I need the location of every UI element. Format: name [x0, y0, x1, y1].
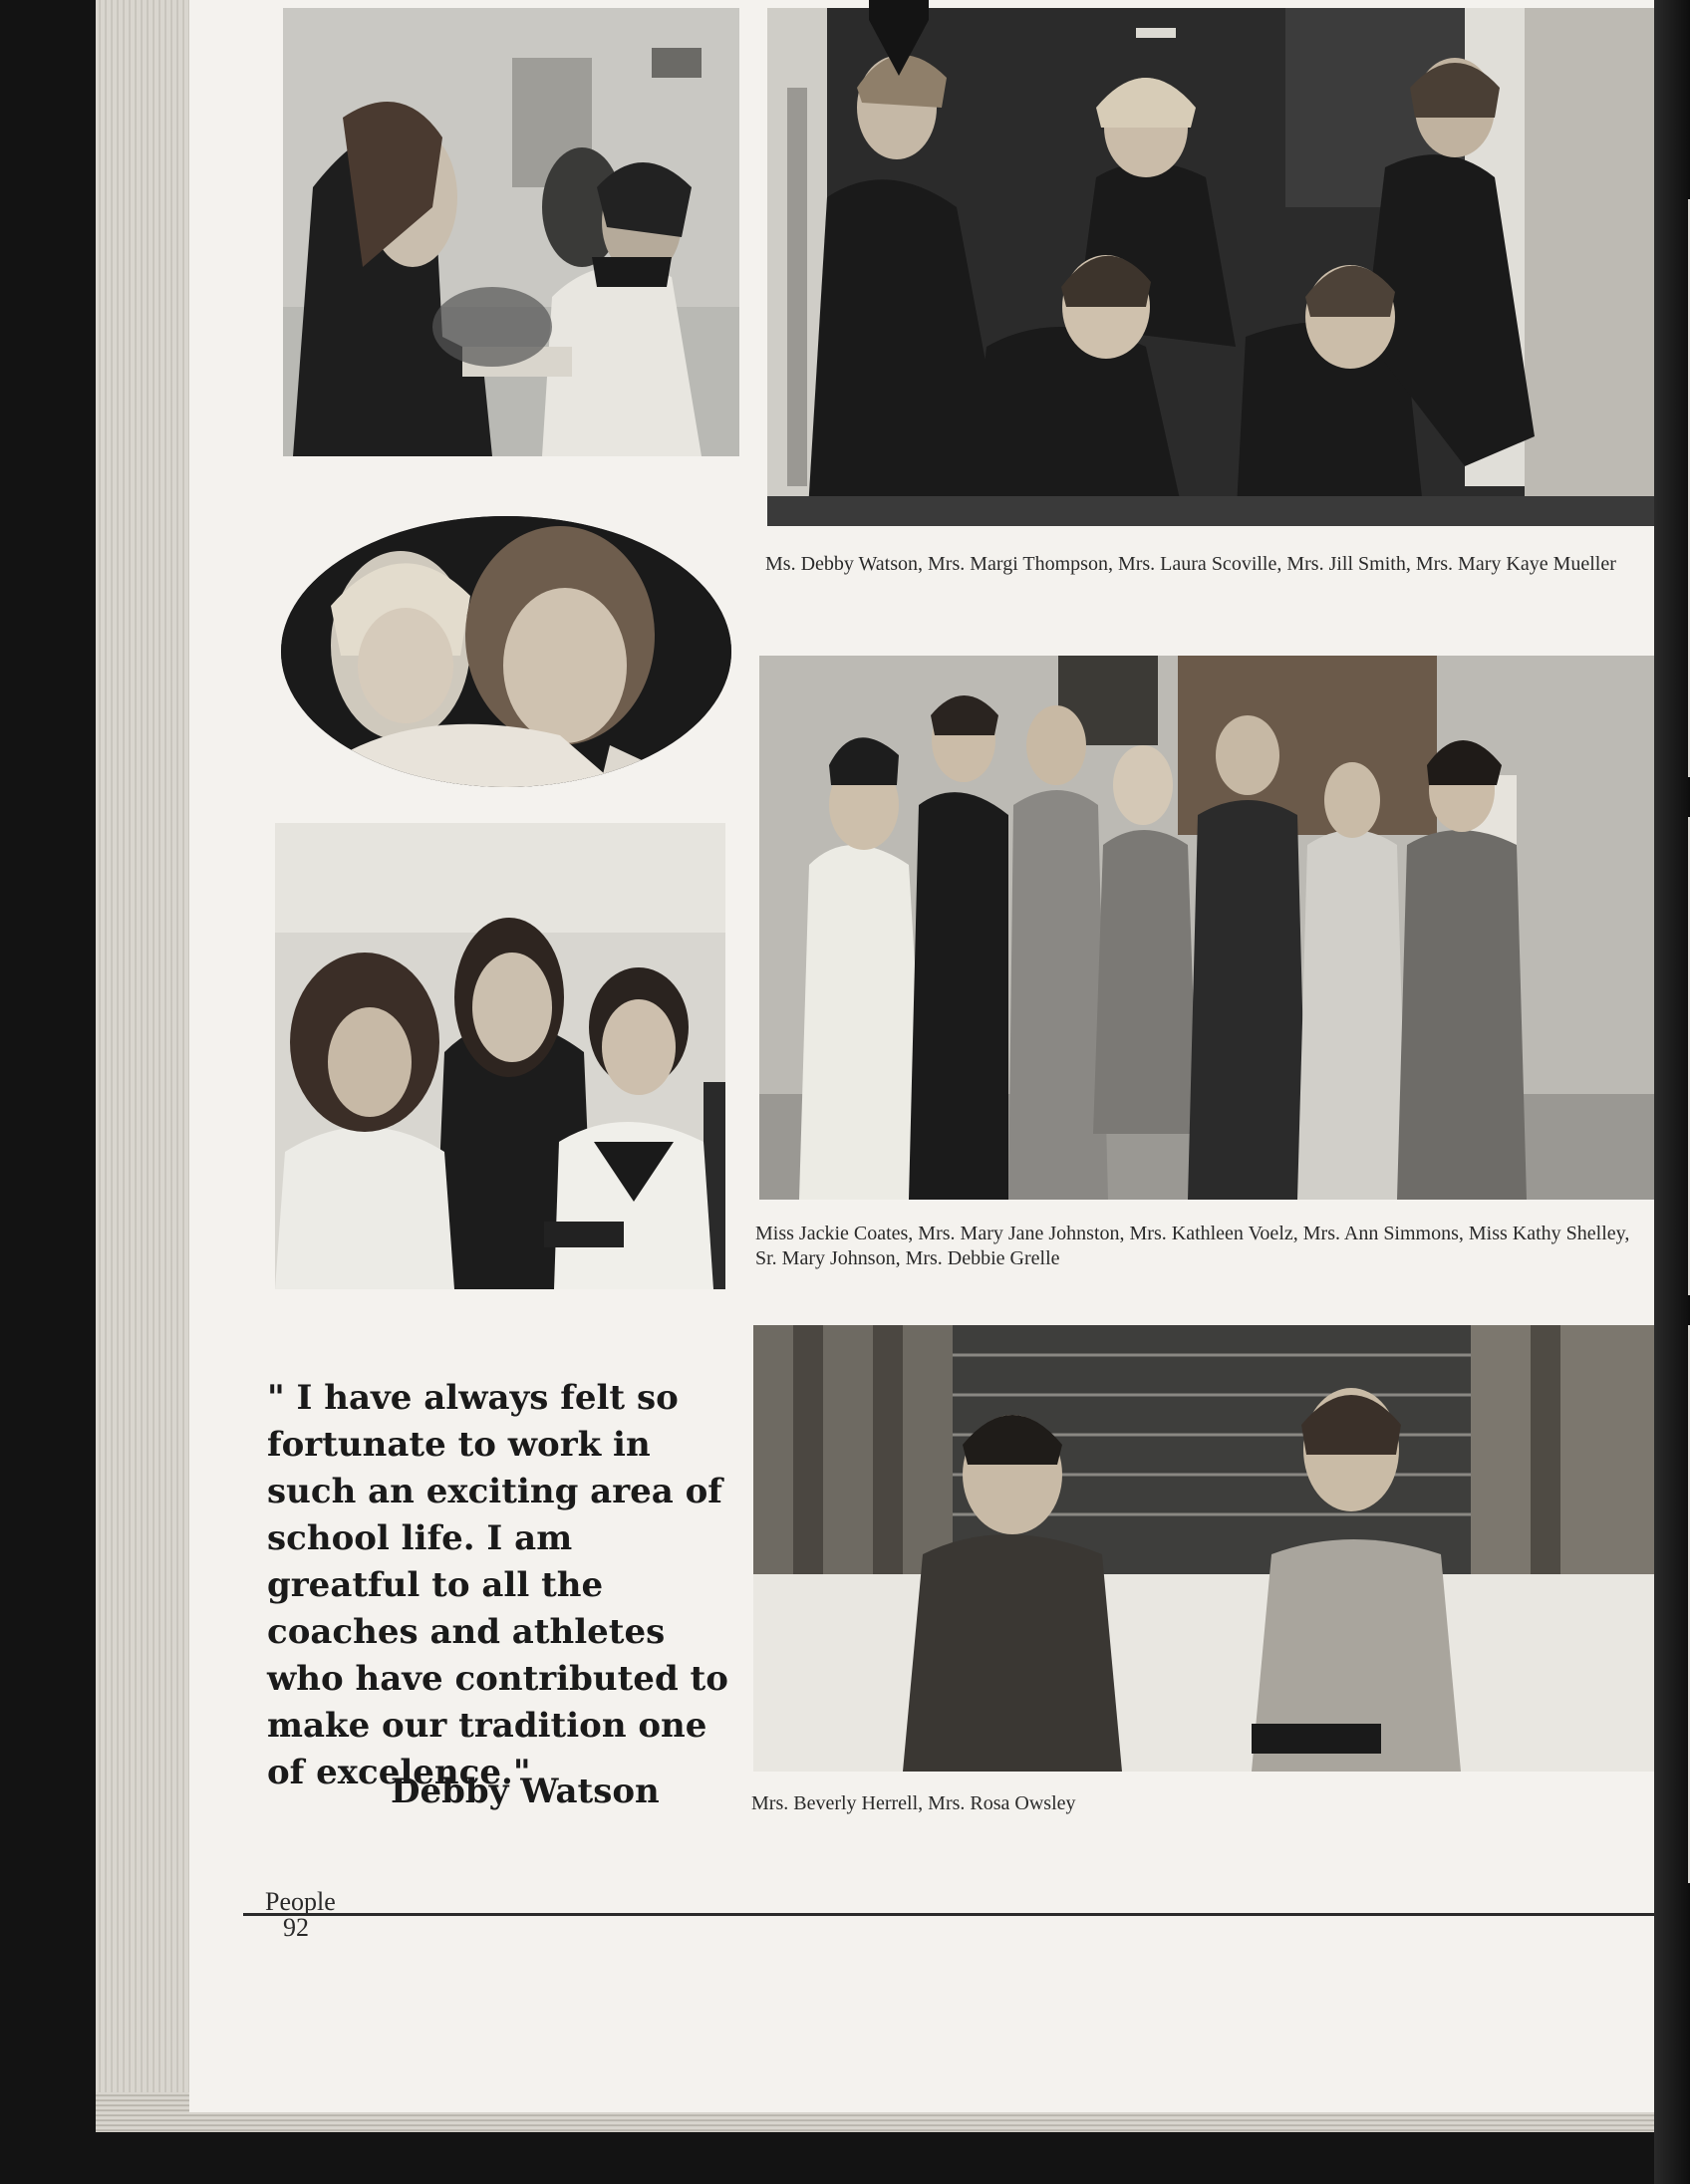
photo-coaches-on-steps: [767, 8, 1654, 526]
facing-page-edge: [1654, 0, 1690, 2184]
caption-pair: Mrs. Beverly Herrell, Mrs. Rosa Owsley: [751, 1792, 1076, 1814]
quote-text: " I have always felt so fortunate to work in such an exciting area of school life. I am greatful to all the coaches and athletes who have contributed to make our tradition one of excelence.": [267, 1378, 728, 1792]
photo-two-women-seated: [753, 1325, 1654, 1772]
caption-coaches: Ms. Debby Watson, Mrs. Margi Thompson, Mrs. Laura Scoville, Mrs. Jill Smith, Mrs. Mary Kaye Mueller: [765, 553, 1616, 575]
page-number: 92: [283, 1913, 309, 1942]
photo-three-women: [275, 823, 725, 1289]
quote-author: Debby Watson: [391, 1772, 660, 1811]
folio-rule: [243, 1913, 1654, 1916]
photo-woman-with-child: [281, 516, 731, 787]
photo-staff-group: [759, 656, 1654, 1200]
folio-section: People: [265, 1887, 336, 1916]
photo-gift-presentation: [283, 8, 739, 456]
page-edge-stack: [96, 0, 192, 2122]
caption-staff-group: Miss Jackie Coates, Mrs. Mary Jane Johnston, Mrs. Kathleen Voelz, Mrs. Ann Simmons, Miss Kathy Shelley, Sr. Mary Johnson, Mrs. Debbie Grelle: [755, 1223, 1630, 1269]
page-notch: [869, 0, 929, 80]
